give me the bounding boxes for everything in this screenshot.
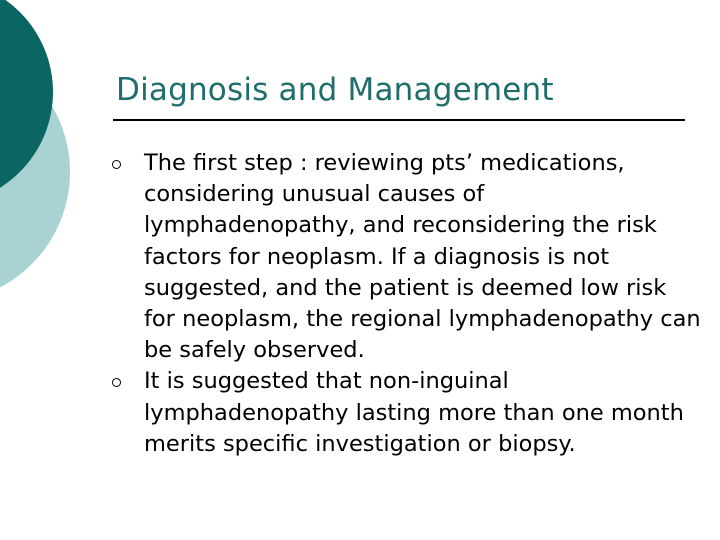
title-divider xyxy=(113,119,685,121)
bullet-text: It is suggested that non-inguinal lymphadenopathy lasting more than one month merits specific investigation or biopsy. xyxy=(144,368,684,457)
bullet-item xyxy=(112,366,702,460)
bullet-item xyxy=(112,148,702,366)
hollow-circle-bullet-icon xyxy=(112,160,121,169)
hollow-circle-bullet-icon xyxy=(112,378,121,387)
bullet-list xyxy=(112,148,702,460)
decorative-circles xyxy=(0,0,120,300)
bullet-text: The first step : reviewing pts’ medications, considering unusual causes of lymphadenopathy, and reconsidering the risk factors for neoplasm. If a diagnosis is not suggested, and the patient is deemed low risk for neoplasm, the regional lymphadenopathy can be safely observed. xyxy=(144,150,701,364)
slide-title: Diagnosis and Management xyxy=(116,72,554,108)
